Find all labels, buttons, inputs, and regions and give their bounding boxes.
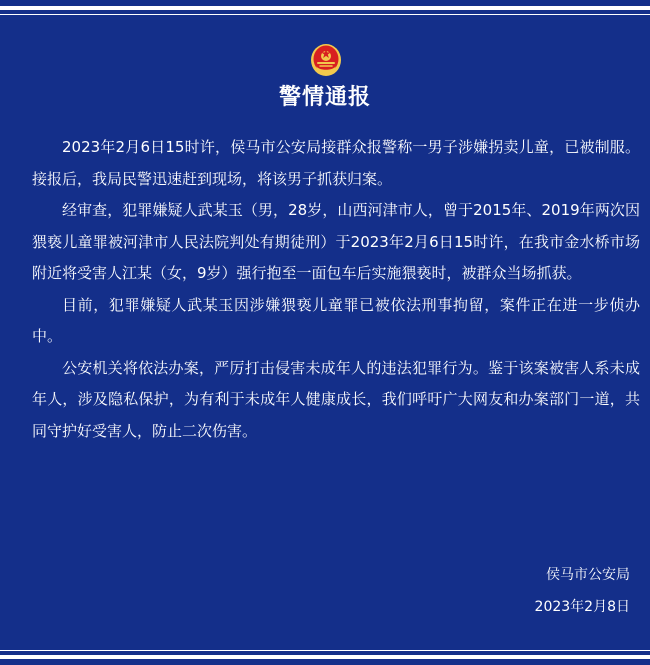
top-thick-border [0,6,650,10]
paragraph-current-status: 目前，犯罪嫌疑人武某玉因涉嫌猥亵儿童罪已被依法刑事拘留，案件正在进一步侦办中。 [32,295,640,345]
paragraph-report: 2023年2月6日15时许，侯马市公安局接群众报警称一男子涉嫌拐卖儿童，已被制服。接报后，我局民警迅速赶到现场，将该男子抓获归案。 [32,138,640,188]
bottom-thin-border [0,650,650,651]
police-emblem-icon [309,42,343,78]
top-thin-border [0,14,650,15]
paragraph-public-appeal: 公安机关将依法办案，严厉打击侵害未成年人的违法犯罪行为。鉴于该案被害人系未成年人，涉及隐私保护，为有利于未成年人健康成长，我们呼吁广大网友和办案部门一道，共同守护好受害人，防止二次伤害。 [32,358,640,440]
notice-title: 警情通报 [278,85,371,110]
paragraph-investigation: 经审查，犯罪嫌疑人武某玉（男，28岁，山西河津市人，曾于2015年、2019年两次因猥亵儿童罪被河津市人民法院判处有期徒刑）于2023年2月6日15时许，在我市金水桥市场附近将受害人江某（女，9岁）强行抱至一面包车后实施猥亵时，被群众当场抓获。 [32,201,640,282]
notice-date: 2023年2月8日 [534,598,630,615]
bottom-thick-border [0,655,650,659]
issuing-organization: 侯马市公安局 [546,567,630,583]
notice-body [32,132,640,447]
signature-block [470,560,630,623]
